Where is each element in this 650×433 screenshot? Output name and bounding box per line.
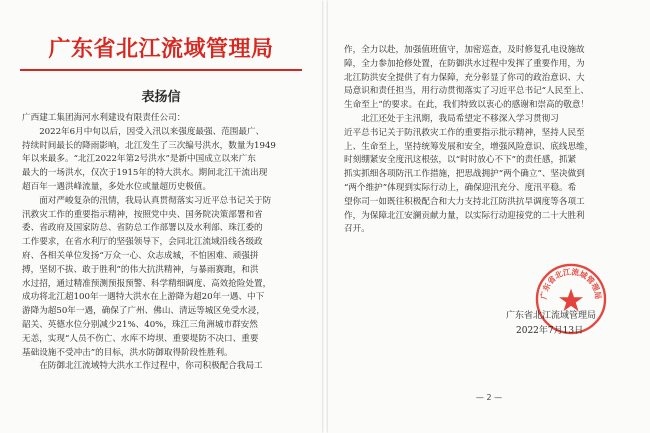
body-line: 超百年一遇洪峰流量，多处水位或量超历史极值。 (22, 181, 212, 192)
body-line: 在防御北江流域特大洪水工作过程中，你司积极配合我局工 (22, 361, 263, 372)
body-line: 成功将北江超100年一遇特大洪水在上游降为超20年一遇、中下 (22, 292, 265, 303)
body-line: 北江还处于主汛期，我局希望定不移深入学习贯彻习 (344, 113, 559, 124)
body-line: 广西建工集团海河水利建设有限责任公司： (22, 113, 186, 123)
body-line: 2022年6月中旬以后，因受入汛以来强度最强、范围最广、 (22, 126, 265, 137)
letter-page-left (0, 0, 322, 433)
body-line: 委、省政府及国家防总、省防总工作部署以及水利部、珠江委的 (22, 223, 263, 234)
body-line: 近平总书记关于防汛救灾工作的重要指示批示精神，坚持人民至 (344, 127, 585, 138)
body-line: “两个维护”体现到实际行动上，确保迎汛充分、度汛平稳。希 (344, 182, 577, 193)
body-line: 望你司一如既往积极配合和大力支持北江防洪抗旱调度等各项工 (344, 196, 585, 207)
body-line: 无恙，实现“人员不伤亡、水库不垮坝、重要堤防不决口、重要 (22, 333, 259, 344)
body-line: 持续时间最长的降雨影响，北江发生了三次编号洪水，数量为1949 (22, 140, 276, 151)
body-line: 府、各相关单位发扬“万众一心、众志成城，不怕困难、顽强拼 (22, 250, 259, 261)
body-line: 面对严峻复杂的汛情，我局认真贯彻落实习近平总书记关于防 (22, 195, 272, 206)
body-line: 年以来最多。“北江2022年第2号洪水”是新中国成立以来广东 (22, 154, 256, 165)
body-line: 游降为超50年一遇，确保了广州、佛山、清远等城区免受水浸， (22, 306, 265, 317)
body-line: 汛救灾工作的重要指示精神，按照党中央、国务院决策部署和省 (22, 209, 263, 220)
body-line: 障，全力参加抢修处置，在防御洪水过程中发挥了重要作用，为 (344, 58, 585, 69)
body-line: 时刻绷紧安全度汛这根弦，以“时时放心不下”的责任感，抓紧 (344, 155, 577, 166)
body-line: 韶关、英德水位分别减少21%、40%，珠江三角洲城市群安然 (22, 319, 258, 330)
letter-page-right (328, 0, 650, 433)
svg-text:广东省北江流域管理局: 广东省北江流域管理局 (539, 267, 603, 300)
body-line: 上、生命至上，坚持统筹发展和安全，增强风险意识、底线思维， (344, 141, 594, 152)
body-line: 抓实抓细各项防汛工作措施，把思战拥护“两个确立”、坚决做到 (344, 169, 585, 180)
letterhead-title: 广东省北江流域管理局 (48, 36, 274, 62)
letterhead-red-rule (20, 69, 302, 71)
body-line: 生命至上”的要求。在此，我们特致以衷心的感谢和崇高的敬意！ (344, 100, 590, 111)
body-line: 作，全力以赴，加强值班值守，加密巡查，及时修复孔电设施故 (344, 45, 585, 55)
body-line: 作，为保障北江安澜贡献力量，以实际行动迎接党的二十大胜利 (344, 210, 585, 221)
signature-organization: 广东省北江流域管理局 (506, 311, 597, 321)
body-line: 基础设施不受冲击”的目标，洪水防御取得阶段性胜利。 (22, 347, 233, 358)
body-line: 工作要求，在省水利厅的坚强领导下，会同北江流域沿线各级政 (22, 237, 263, 248)
body-line: 局意识和责任担当，用行动贯彻落实了习近平总书记“人民至上、 (344, 86, 590, 97)
body-line: 搏，坚韧不拔、敢于胜利”的伟大抗洪精神，与暴雨赛跑，和洪 (22, 264, 259, 275)
body-line: 水过招，通过精准预测预报预警、科学精细调度、高效抢险处置， (22, 278, 272, 289)
body-line: 北江防洪安全提供了有力保障，充分彰显了你司的政治意识、大 (344, 72, 585, 83)
body-line: 最大的一场洪水，仅次于1915年的特大洪水。期间北江干流出现 (22, 168, 268, 179)
body-line: 召开。 (344, 224, 370, 235)
letter-body-right (344, 44, 626, 237)
page-number: — 2 — (475, 393, 503, 402)
letter-body-left (22, 112, 304, 374)
document-title: 表扬信 (141, 90, 181, 105)
signature-date: 2022年7月13日 (516, 326, 584, 336)
